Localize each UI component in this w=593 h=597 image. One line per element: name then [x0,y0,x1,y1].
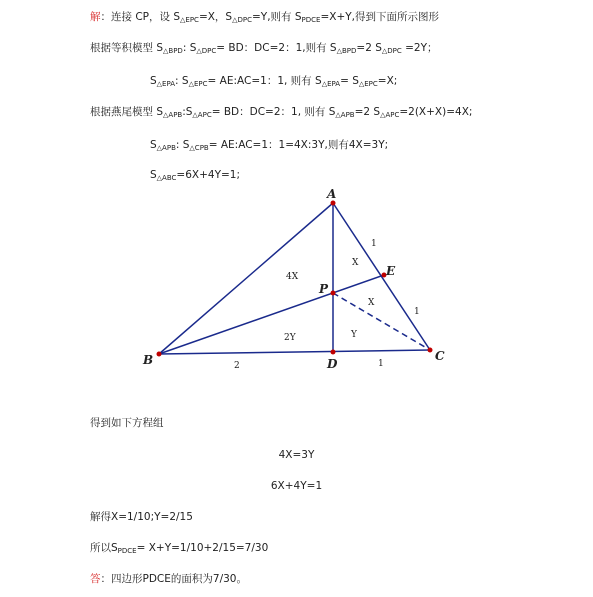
solution-line-4: 根据燕尾模型 S△APB:S△APC= BD：DC=2：1, 则有 S△APB=2 S△APC=2(X+X)=4X; [90,106,473,119]
answer-line: 答：四边形PDCE的面积为7/30。 [90,573,247,585]
equation-2: 6X+4Y=1 [270,480,323,492]
segment-bc [159,350,430,354]
result-line-2: 所以SPDCE= X+Y=1/10+2/15=7/30 [90,542,269,555]
solution-line-2: 根据等积模型 S△BPD: S△DPC= BD：DC=2：1,则有 S△BPD=2 S△DPC =2Y； [90,42,438,55]
point-label-c: C [435,349,445,363]
equation-intro: 得到如下方程组 [90,417,164,429]
point-b-marker [157,352,162,357]
solution-label: 解 [90,11,101,23]
segment-label-bd: 2 [234,361,240,371]
equation-1: 4X=3Y [278,449,315,461]
point-label-e: E [386,264,396,278]
region-label-y: Y [351,330,357,340]
region-label-2y: 2Y [284,333,296,343]
region-label-x-top: X [352,258,359,268]
region-label-4x: 4X [286,272,299,282]
point-c-marker [428,348,433,353]
result-line-1: 解得X=1/10;Y=2/15 [90,511,193,523]
solution-line-3: S△EPA: S△EPC= AE:AC=1：1, 则有 S△EPA= S△EPC=X; [150,75,398,88]
point-label-b: B [143,353,154,367]
point-p-marker [331,291,336,296]
point-label-a: A [327,187,337,201]
point-label-d: D [327,357,338,371]
segment-pc-dashed [333,293,430,350]
region-label-x-mid: X [368,298,375,308]
segment-be [159,275,384,354]
point-d-marker [331,350,336,355]
point-a-marker [331,201,336,206]
solution-line-6: S△ABC=6X+4Y=1; [150,169,241,182]
solution-line-5: S△APB: S△CPB= AE:AC=1：1=4X:3Y,则有4X=3Y; [150,139,389,152]
segment-ab [159,203,333,354]
segment-label-ae: 1 [371,239,377,249]
segment-label-dc: 1 [378,359,384,369]
segment-label-ec: 1 [414,307,420,317]
solution-line-1: 解：连接 CP，设 S△EPC=X，S△DPC=Y,则有 SPDCE=X+Y,得到下面所示图形 [90,11,440,24]
point-label-p: P [319,282,329,296]
answer-label: 答 [90,573,101,585]
